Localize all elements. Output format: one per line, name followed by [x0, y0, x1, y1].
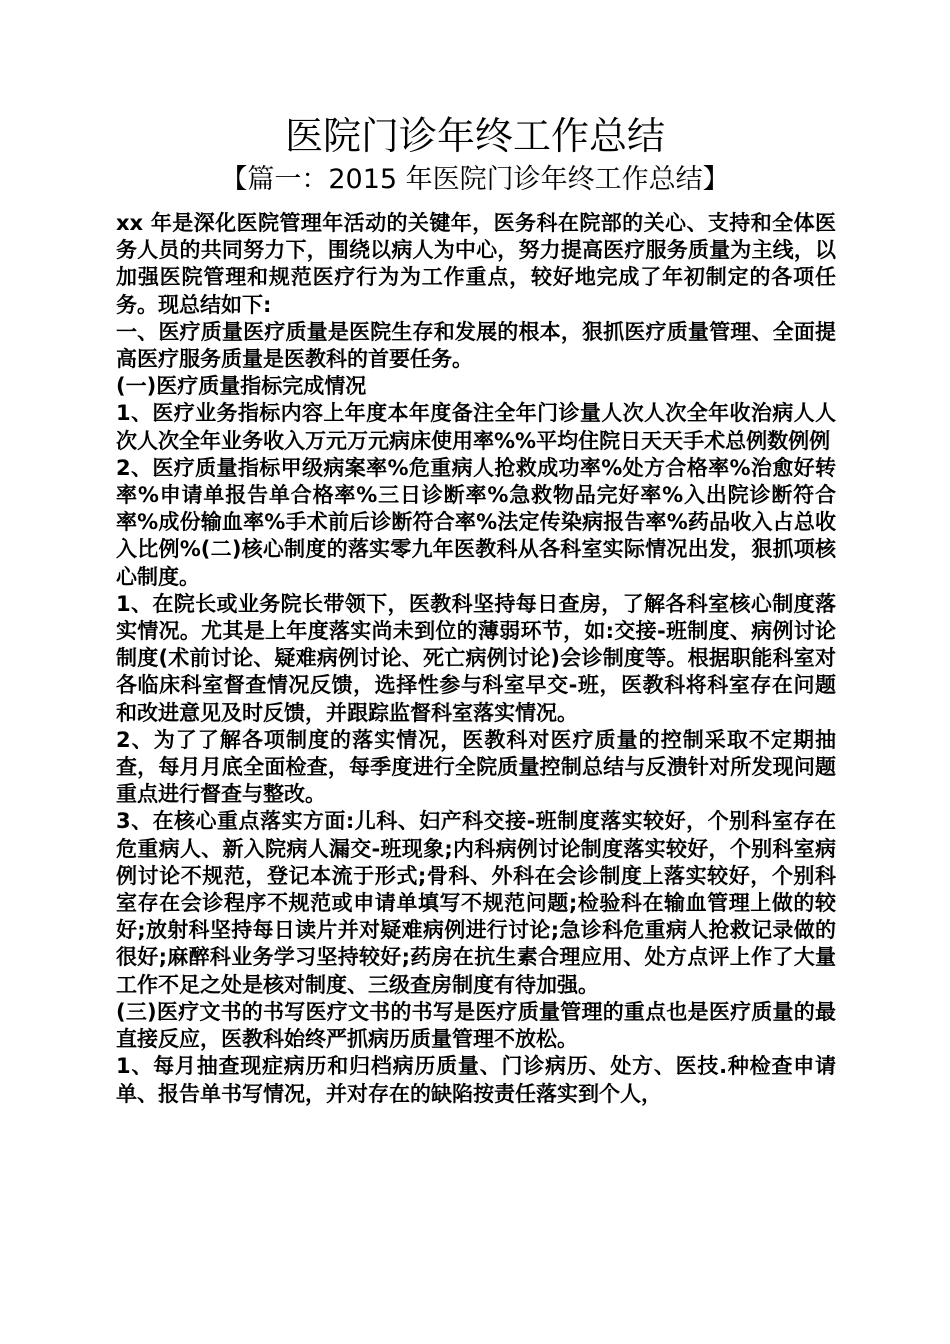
paragraph-section-1: 一、医疗质量医疗质量是医院生存和发展的根本，狠抓医疗质量管理、全面提高医疗服务质量是医教科的首要任务。	[116, 319, 836, 372]
paragraph-core-3: 3、在核心重点落实方面:儿科、妇产科交接-班制度落实较好，个别科室存在危重病人、新入院病人漏交-班现象;内科病例讨论制度落实较好，个别科室病例讨论不规范，登记本流于形式;骨科、外科在会诊制度上落实较好，个别科室存在会诊程序不规范或申请单填写不规范问题;检验科在输血管理上做的较好;放射科坚持每日读片并对疑难病例进行讨论;急诊科危重病人抢救记录做的很好;麻醉科业务学习坚持较好;药房在抗生素合理应用、处方点评上作了大量工作不足之处是核对制度、三级查房制度有待加强。	[116, 809, 836, 997]
document-body	[116, 210, 836, 1108]
document-title: 医院门诊年终工作总结	[284, 114, 665, 158]
paragraph-intro: xx 年是深化医院管理年活动的关键年，医务科在院部的关心、支持和全体医务人员的共同努力下，围绕以病人为中心，努力提高医疗服务质量为主线，以加强医院管理和规范医疗行为为工作重点，较好地完成了年初制定的各项任务。现总结如下:	[116, 211, 836, 317]
paragraph-core-1: 1、在院长或业务院长带领下，医教科坚持每日查房，了解各科室核心制度落实情况。尤其是上年度落实尚未到位的薄弱环节，如:交接-班制度、病例讨论制度(术前讨论、疑难病例讨论、死亡病例讨论)会诊制度等。根据职能科室对各临床科室督查情况反馈，选择性参与科室早交-班，医教科将科室存在问题和改进意见及时反馈，并跟踪监督科室落实情况。	[116, 591, 836, 725]
document-subtitle: 【篇一：2015 年医院门诊年终工作总结】	[220, 164, 730, 195]
paragraph-item-2: 2、医疗质量指标甲级病案率%危重病人抢救成功率%处方合格率%治愈好转率%申请单报告单合格率%三日诊断率%急救物品完好率%入出院诊断符合率%成份输血率%手术前后诊断符合率%法定传染病报告率%药品收入占总收入比例%(二)核心制度的落实零九年医教科从各科室实际情况出发，狠抓项核心制度。	[116, 455, 836, 589]
paragraph-subsection-1: (一)医疗质量指标完成情况	[116, 374, 367, 399]
paragraph-subsection-3: (三)医疗文书的书写医疗文书的书写是医疗质量管理的重点也是医疗质量的最直接反应，医教科始终严抓病历质量管理不放松。	[116, 999, 836, 1052]
paragraph-item-1: 1、医疗业务指标内容上年度本年度备注全年门诊量人次人次全年收治病人人次人次全年业务收入万元万元病床使用率%%平均住院日天天手术总例数例例	[116, 401, 836, 453]
paragraph-core-2: 2、为了了解各项制度的落实情况，医教科对医疗质量的控制采取不定期抽查，每月月底全面检查，每季度进行全院质量控制总结与反溃针对所发现问题重点进行督查与整改。	[116, 727, 836, 807]
paragraph-records-1: 1、每月抽查现症病历和归档病历质量、门诊病历、处方、医技.种检查申请单、报告单书写情况，并对存在的缺陷按责任落实到个人，	[116, 1054, 836, 1106]
